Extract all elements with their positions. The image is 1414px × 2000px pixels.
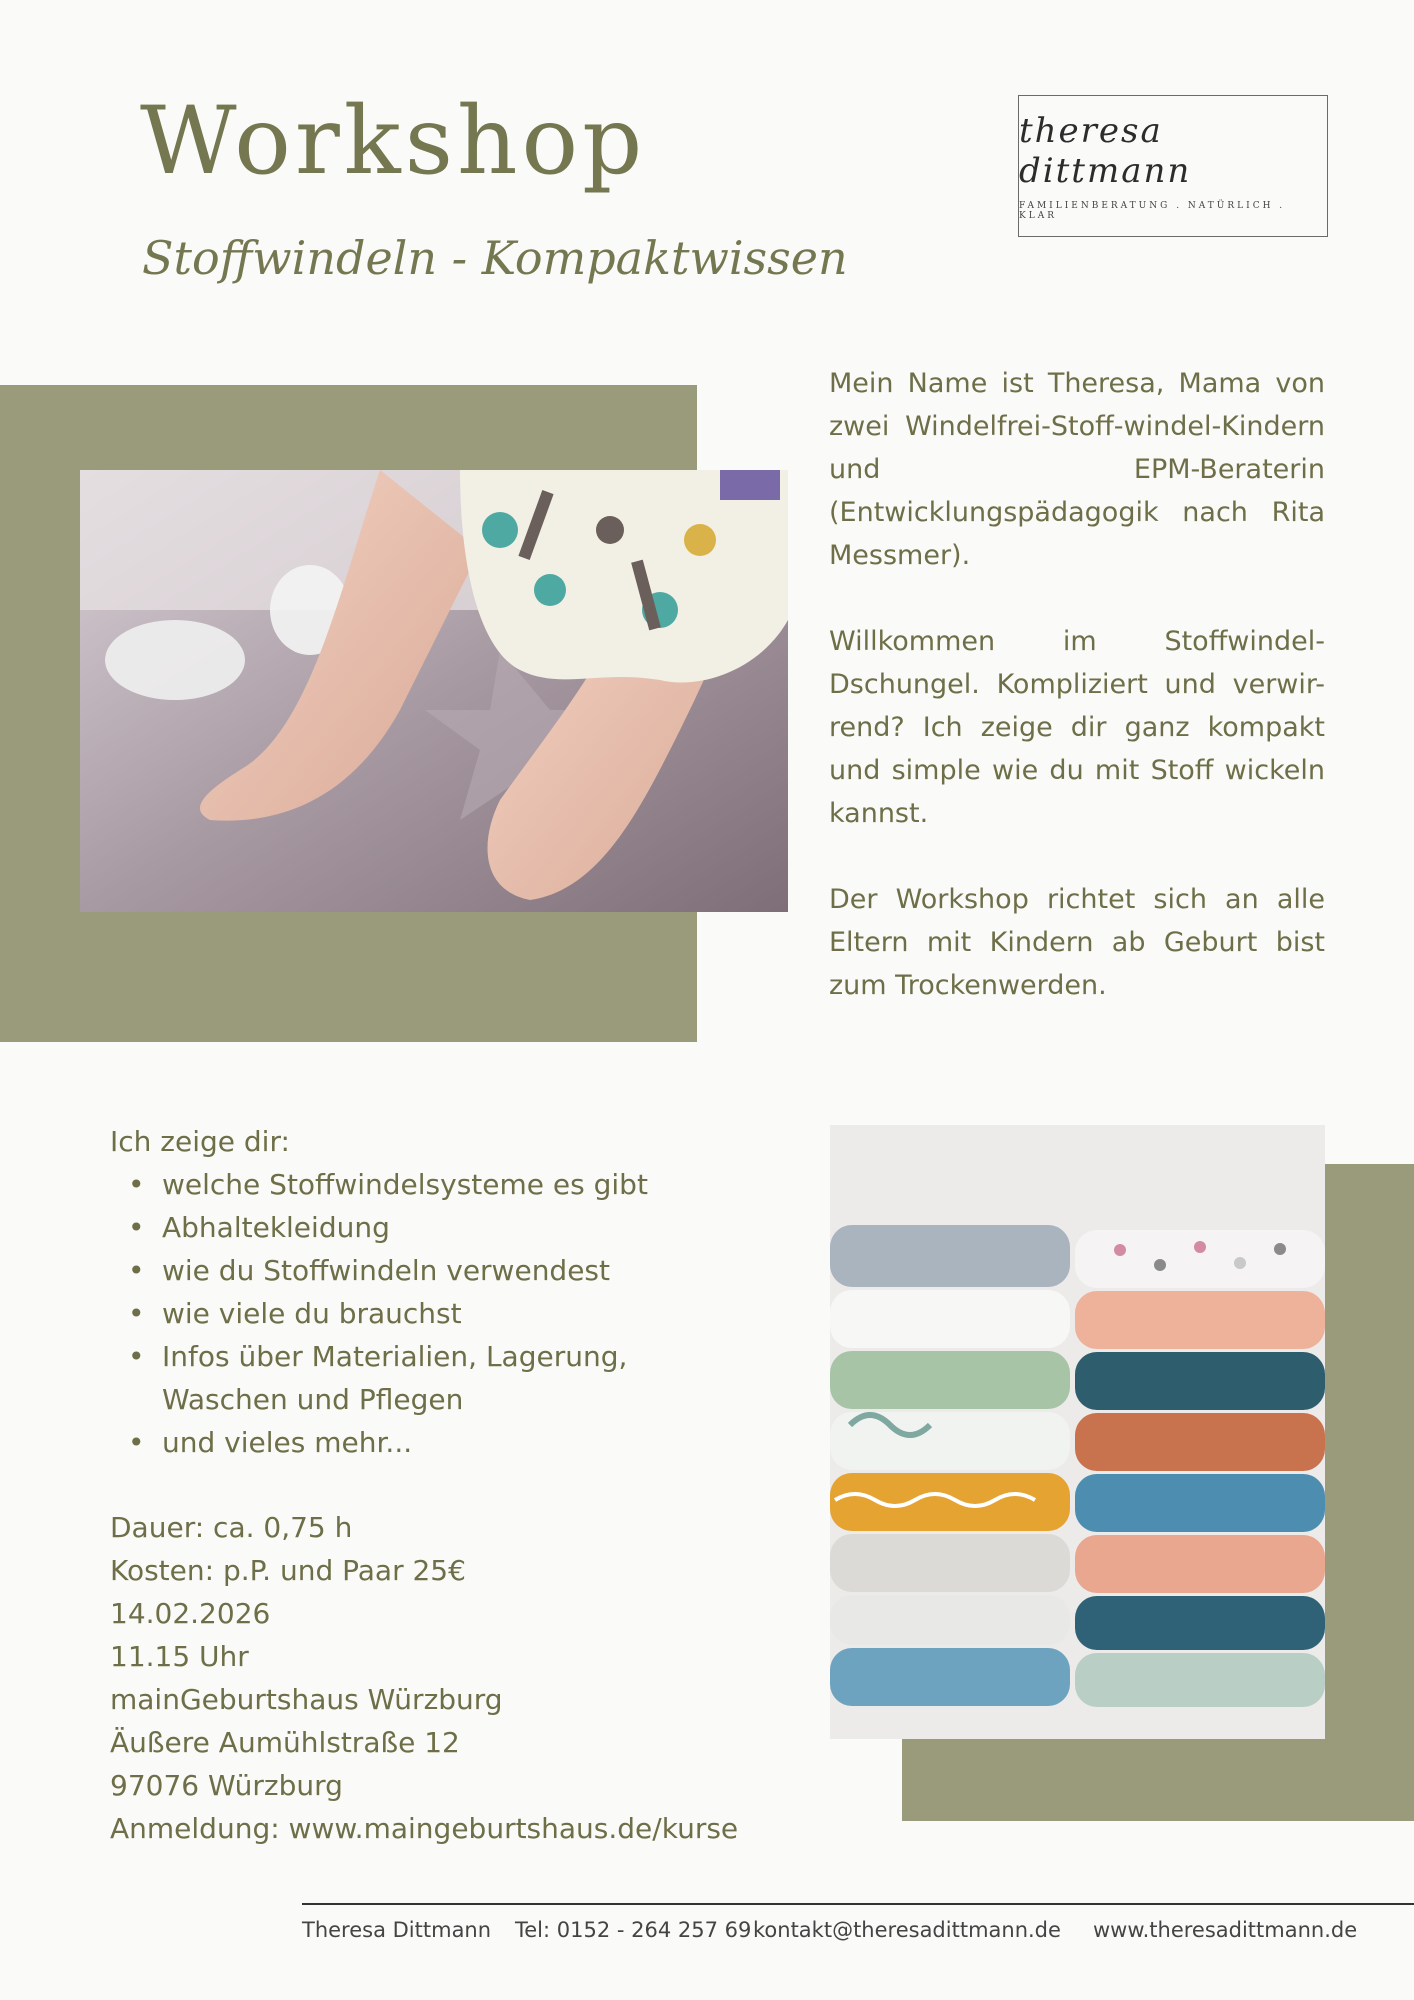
- page-title: Workshop: [140, 87, 647, 196]
- list-item: • wie du Stoffwindeln verwendest: [110, 1249, 760, 1292]
- diaper-stack-photo: [830, 1125, 1325, 1739]
- detail-date: 14.02.2026: [110, 1597, 271, 1630]
- list-item: • wie viele du brauchst: [110, 1292, 760, 1335]
- detail-registration: Anmeldung: www.maingeburtshaus.de/kurse: [110, 1812, 739, 1845]
- detail-city: 97076 Würzburg: [110, 1769, 343, 1802]
- footer-divider: [302, 1903, 1414, 1905]
- detail-street: Äußere Aumühlstraße 12: [110, 1726, 460, 1759]
- list-item: • Abhaltekleidung: [110, 1206, 760, 1249]
- intro-paragraph-3: Der Workshop richtet sich an alle Eltern mit Kindern ab Geburt bist zum Trockenwerden.: [829, 884, 1325, 1001]
- page-subtitle: Stoffwindeln - Kompaktwissen: [142, 231, 848, 285]
- brand-logo: [1018, 95, 1328, 237]
- topics-heading: Ich zeige dir:: [110, 1125, 290, 1158]
- baby-diaper-photo: [80, 470, 788, 912]
- footer-email[interactable]: kontakt@theresadittmann.de: [753, 1918, 1061, 1942]
- detail-time: 11.15 Uhr: [110, 1640, 249, 1673]
- detail-cost: Kosten: p.P. und Paar 25€: [110, 1554, 466, 1587]
- topics-section: [110, 1120, 760, 1464]
- footer-phone: Tel: 0152 - 264 257 69: [515, 1918, 752, 1942]
- footer-website[interactable]: www.theresadittmann.de: [1093, 1918, 1358, 1942]
- details-section: [110, 1506, 810, 1850]
- intro-paragraph-1: Mein Name ist Theresa, Mama von zwei Windelfrei-Stoff-windel-Kindern und EPM-Beraterin (Entwicklungspädagogik nach Rita Messmer).: [829, 368, 1325, 571]
- detail-duration: Dauer: ca. 0,75 h: [110, 1511, 353, 1544]
- detail-venue: mainGeburtshaus Würzburg: [110, 1683, 503, 1716]
- logo-tagline: FAMILIENBERATUNG . NATÜRLICH . KLAR: [1019, 201, 1286, 221]
- topics-list: [110, 1163, 760, 1464]
- intro-paragraph-2: Willkommen im Stoffwindel-Dschungel. Kompliziert und verwir-rend? Ich zeige dir ganz kompakt und simple wie du mit Stoff wickeln kannst.: [829, 626, 1325, 829]
- list-item: • und vieles mehr...: [110, 1421, 760, 1464]
- footer-name: Theresa Dittmann: [302, 1918, 492, 1942]
- intro-section: [829, 362, 1325, 1007]
- logo-name: theresa dittmann: [1019, 111, 1192, 191]
- list-item: • welche Stoffwindelsysteme es gibt: [110, 1163, 760, 1206]
- list-item: • Infos über Materialien, Lagerung, Waschen und Pflegen: [110, 1335, 760, 1421]
